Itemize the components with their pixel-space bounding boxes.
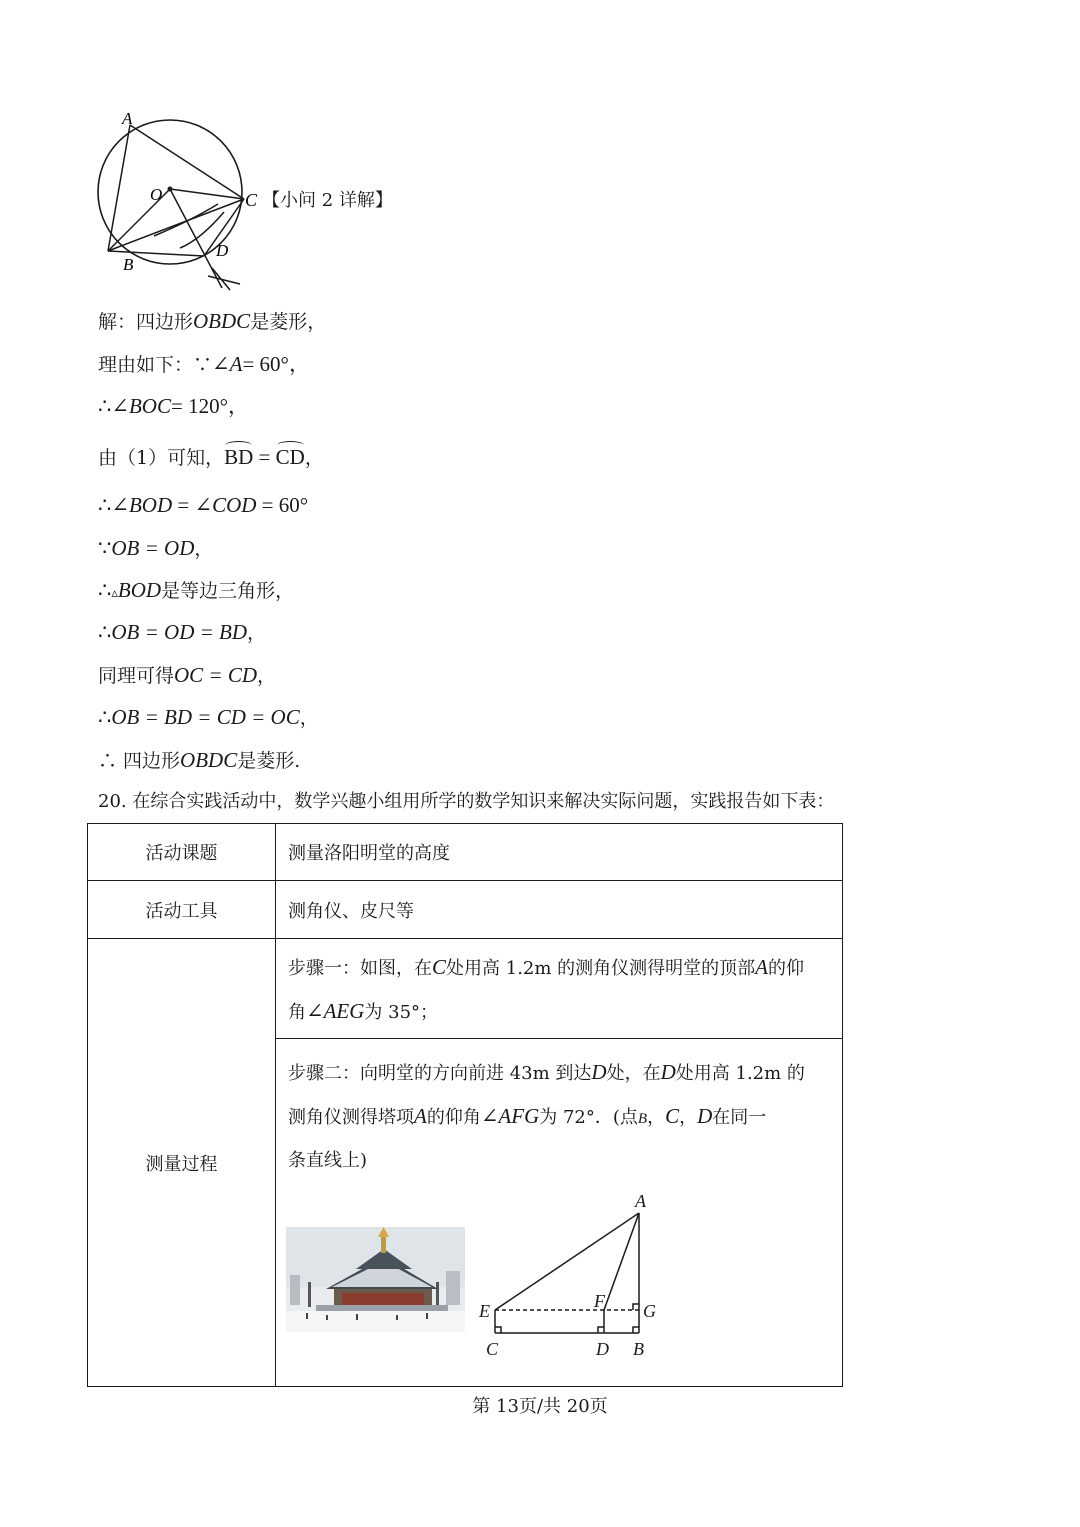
subquestion-2-caption: 【小问 2 详解】 — [262, 190, 393, 211]
math: D — [697, 1104, 713, 1128]
text: 为 35°； — [364, 1001, 439, 1023]
math: OBDC — [180, 748, 238, 772]
math: ∠AEG — [306, 998, 365, 1023]
row-label-process: 测量过程 — [88, 939, 276, 1387]
arc-cd: CD — [275, 445, 305, 469]
text: ∴ — [98, 493, 112, 517]
solution-line-6 — [98, 535, 213, 562]
triangle-diagram — [470, 1187, 670, 1367]
text: 的仰角 — [426, 1107, 481, 1128]
math: = — [172, 493, 195, 517]
label-E: E — [479, 1301, 490, 1321]
text: 在同一 — [712, 1107, 767, 1128]
circle-figure — [92, 108, 262, 293]
solution-line-10 — [98, 704, 319, 731]
text: ∴ — [98, 578, 112, 602]
math: ∠BOC — [111, 394, 171, 418]
solution-line-7 — [98, 577, 294, 607]
text: 由（1）可知， — [98, 447, 225, 469]
table-row — [88, 824, 843, 881]
row-value-topic: 测量洛阳明堂的高度 — [276, 824, 843, 881]
text: ∴ — [98, 705, 112, 729]
label-C: C — [245, 190, 258, 210]
step-1-line-1 — [288, 946, 830, 990]
label-G: G — [643, 1301, 656, 1321]
text: 处用高 1.2m 的测角仪测得明堂的顶部 — [446, 957, 756, 979]
math: A — [755, 954, 768, 979]
row-label-tools: 活动工具 — [88, 881, 276, 939]
text: 处用高 1.2m 的 — [675, 1063, 805, 1084]
question-20: 20. 在综合实践活动中，数学兴趣小组用所学的数学知识来解决实际问题，实践报告如下表： — [98, 791, 835, 812]
math: OB = OD = BD — [111, 620, 248, 644]
text: ∴ 四边形 — [98, 750, 181, 772]
text: ∴ — [98, 620, 112, 644]
text: 解：四边形 — [98, 311, 194, 333]
mingtang-photo — [286, 1227, 465, 1332]
text: ∵ — [98, 536, 112, 560]
text: 的仰 — [767, 957, 804, 979]
solution-line-5 — [98, 492, 308, 519]
triangle-symbol: ▵ — [111, 586, 118, 601]
text: 步骤二：向明堂的方向前进 43m 到达 — [288, 1063, 592, 1084]
math: OB = BD = CD = OC — [111, 705, 300, 729]
step-1-line-2 — [288, 990, 830, 1034]
text: 是等边三角形， — [161, 580, 295, 602]
math: D — [591, 1060, 607, 1084]
math: OB = OD — [111, 536, 195, 560]
label-D: D — [596, 1339, 609, 1359]
text: 测角仪测得塔项 — [288, 1107, 414, 1128]
label-B: B — [123, 255, 134, 274]
math: C — [432, 954, 447, 979]
solution-line-2 — [98, 351, 310, 378]
text: 处，在 — [606, 1063, 661, 1084]
math: C — [665, 1104, 680, 1128]
page-number: 第 13页/共 20页 — [472, 1396, 608, 1417]
step-2-line-2 — [288, 1095, 830, 1140]
solution-line-8 — [98, 619, 266, 646]
text: 是菱形， — [250, 311, 327, 333]
text: 步骤一：如图，在 — [288, 957, 432, 979]
text: ， — [247, 622, 267, 644]
text: ∴ — [98, 394, 112, 418]
text: ， — [194, 538, 214, 560]
table-row — [88, 881, 843, 939]
text: 理由如下：∵ — [98, 354, 213, 376]
math: OC = CD — [174, 663, 258, 687]
label-C: C — [486, 1339, 499, 1359]
math: ∠COD — [194, 493, 257, 517]
label-B: B — [633, 1339, 644, 1359]
label-D: D — [216, 241, 229, 260]
practice-report-table — [87, 823, 843, 1387]
row-value-tools: 测角仪、皮尺等 — [276, 881, 843, 939]
step-1-cell — [276, 939, 843, 1039]
text: ， — [257, 665, 277, 687]
label-A: A — [635, 1191, 646, 1211]
math: ∠A — [212, 352, 243, 376]
math: B — [637, 1111, 648, 1127]
math: = 60°， — [242, 352, 310, 376]
text: 同理可得 — [98, 665, 175, 687]
math: = 120°， — [170, 394, 249, 418]
step-2-line-3: 条直线上) — [288, 1150, 368, 1171]
solution-line-3 — [98, 393, 249, 420]
math: BOD — [117, 578, 162, 602]
label-A: A — [122, 109, 133, 128]
step-2-line-1 — [288, 1051, 830, 1095]
solution-line-4 — [98, 444, 324, 471]
solution-line-1 — [98, 308, 326, 335]
solution-line-11 — [98, 747, 300, 774]
text: 是菱形. — [237, 750, 301, 772]
math: D — [660, 1060, 676, 1084]
math: ∠AFG — [480, 1104, 540, 1128]
solution-line-9 — [98, 662, 276, 689]
math: = 60° — [256, 493, 309, 517]
label-F: F — [594, 1291, 605, 1311]
text: ， — [647, 1107, 666, 1128]
math: A — [414, 1104, 427, 1128]
text: 为 72°．(点 — [539, 1107, 638, 1128]
text: ， — [299, 707, 319, 729]
arc-bd: BD — [224, 445, 254, 469]
math: = — [253, 445, 276, 469]
row-label-topic: 活动课题 — [88, 824, 276, 881]
label-O: O — [150, 185, 163, 204]
text: 角 — [288, 1001, 306, 1023]
math: OBDC — [193, 309, 251, 333]
text: ， — [679, 1107, 698, 1128]
math: ∠BOD — [111, 493, 173, 517]
table-row — [88, 939, 843, 1039]
text: ， — [304, 447, 324, 469]
